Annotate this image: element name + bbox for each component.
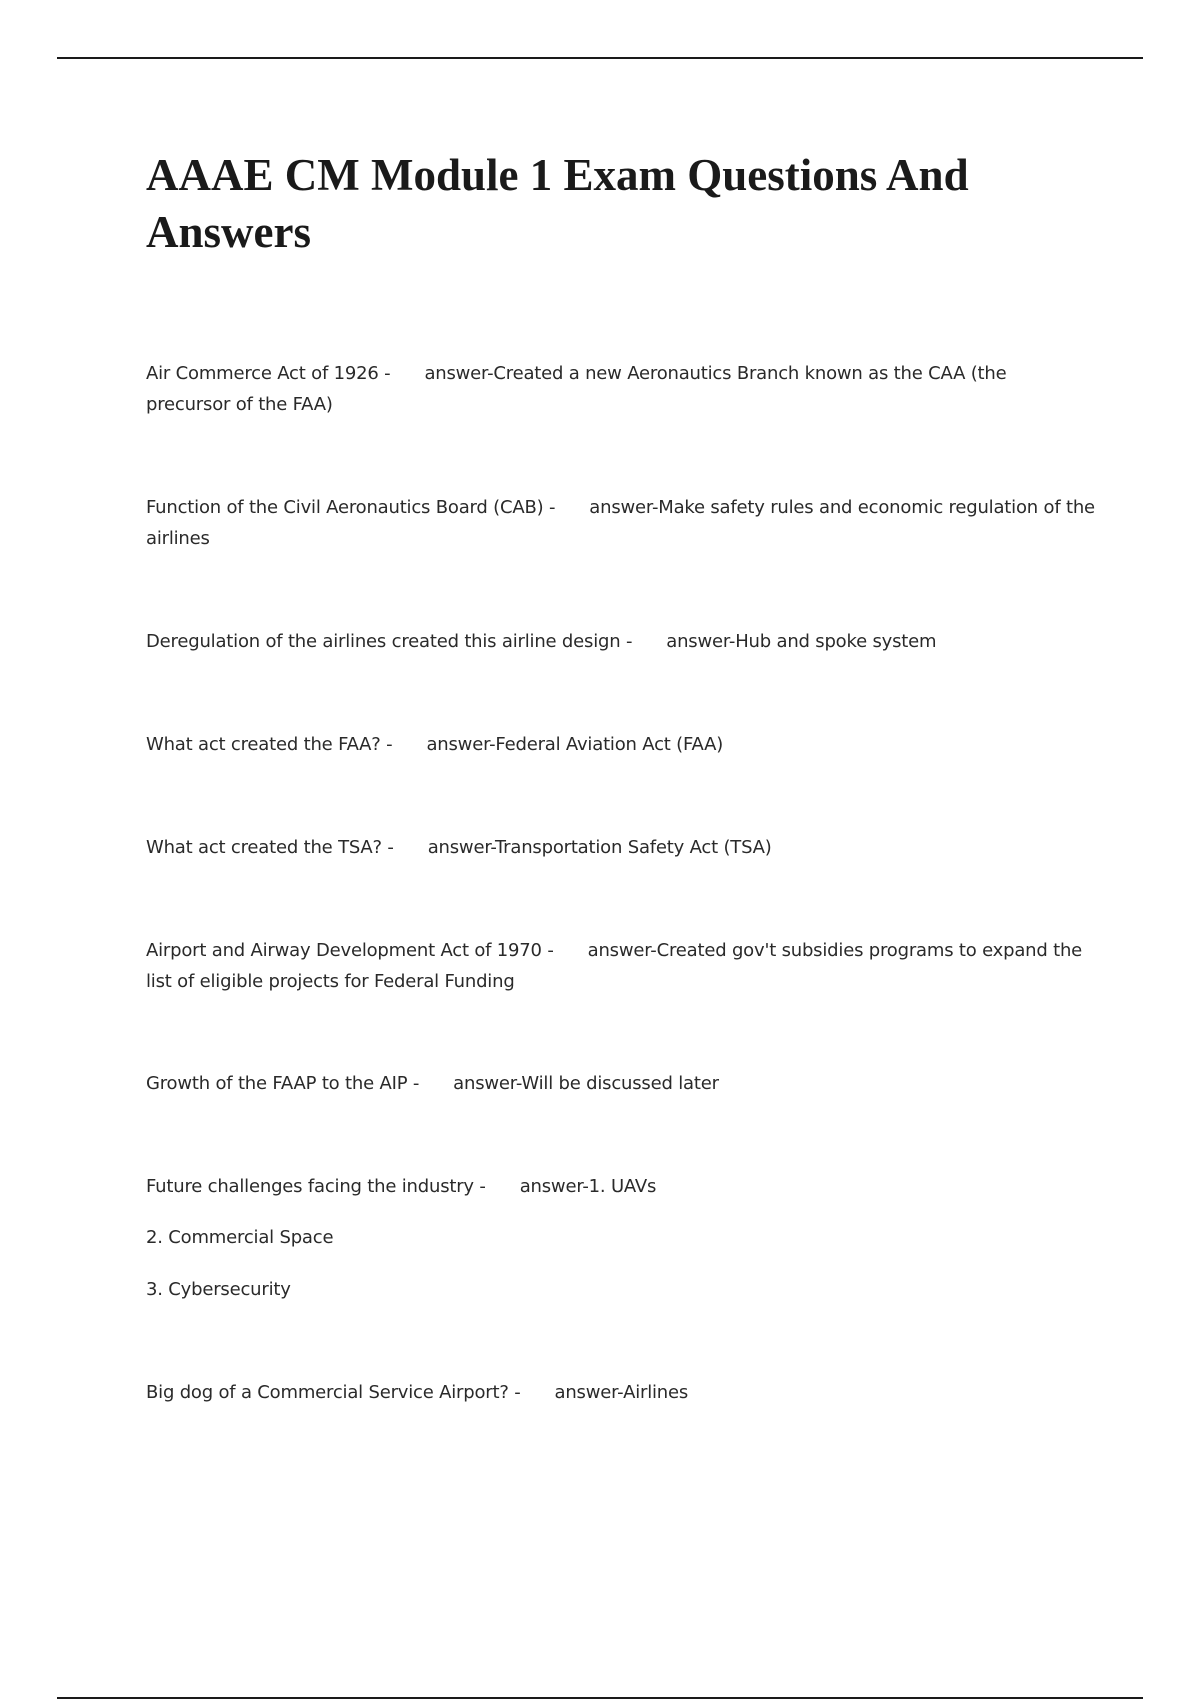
question-text: What act created the FAA? - [146,734,393,755]
answer-text: answer-Airlines [554,1382,689,1403]
qa-item-faap-aip [146,1068,1096,1099]
qa-item-air-commerce-act [146,358,1096,420]
top-divider [57,57,1143,59]
qa-item-deregulation [146,626,1096,657]
answer-text: answer-1. UAVs [519,1176,657,1197]
qa-item-tsa-act [146,832,1096,863]
qa-item-faa-act [146,729,1096,760]
challenge-list-item: 2. Commercial Space [146,1227,334,1248]
document-title: AAAE CM Module 1 Exam Questions And Answers [146,150,969,257]
answer-text: answer-Make safety rules and economic regulation of the airlines [146,497,1095,549]
answer-text: answer-Federal Aviation Act (FAA) [426,734,724,755]
question-text: What act created the TSA? - [146,837,394,858]
answer-text: answer-Will be discussed later [453,1073,719,1094]
question-text: Air Commerce Act of 1926 - [146,363,391,384]
question-text: Big dog of a Commercial Service Airport? - [146,1382,521,1403]
qa-item-big-dog [146,1377,1096,1408]
bottom-divider [57,1697,1143,1699]
question-text: Deregulation of the airlines created this airline design - [146,631,633,652]
answer-text: answer-Created a new Aeronautics Branch known as the CAA (the precursor of the FAA) [146,363,1007,415]
answer-text: answer-Transportation Safety Act (TSA) [427,837,772,858]
qa-item-civil-aeronautics-board [146,492,1096,554]
challenge-list-item: 3. Cybersecurity [146,1279,291,1300]
question-text: Growth of the FAAP to the AIP - [146,1073,420,1094]
question-text: Airport and Airway Development Act of 1970 - [146,940,554,961]
question-text: Future challenges facing the industry - [146,1176,486,1197]
qa-item-airport-airway-act [146,935,1096,997]
qa-item-future-challenges [146,1171,1096,1202]
question-text: Function of the Civil Aeronautics Board (CAB) - [146,497,556,518]
answer-text: answer-Hub and spoke system [666,631,937,652]
answer-text: answer-Created gov't subsidies programs to expand the list of eligible projects for Federal Funding [146,940,1083,992]
